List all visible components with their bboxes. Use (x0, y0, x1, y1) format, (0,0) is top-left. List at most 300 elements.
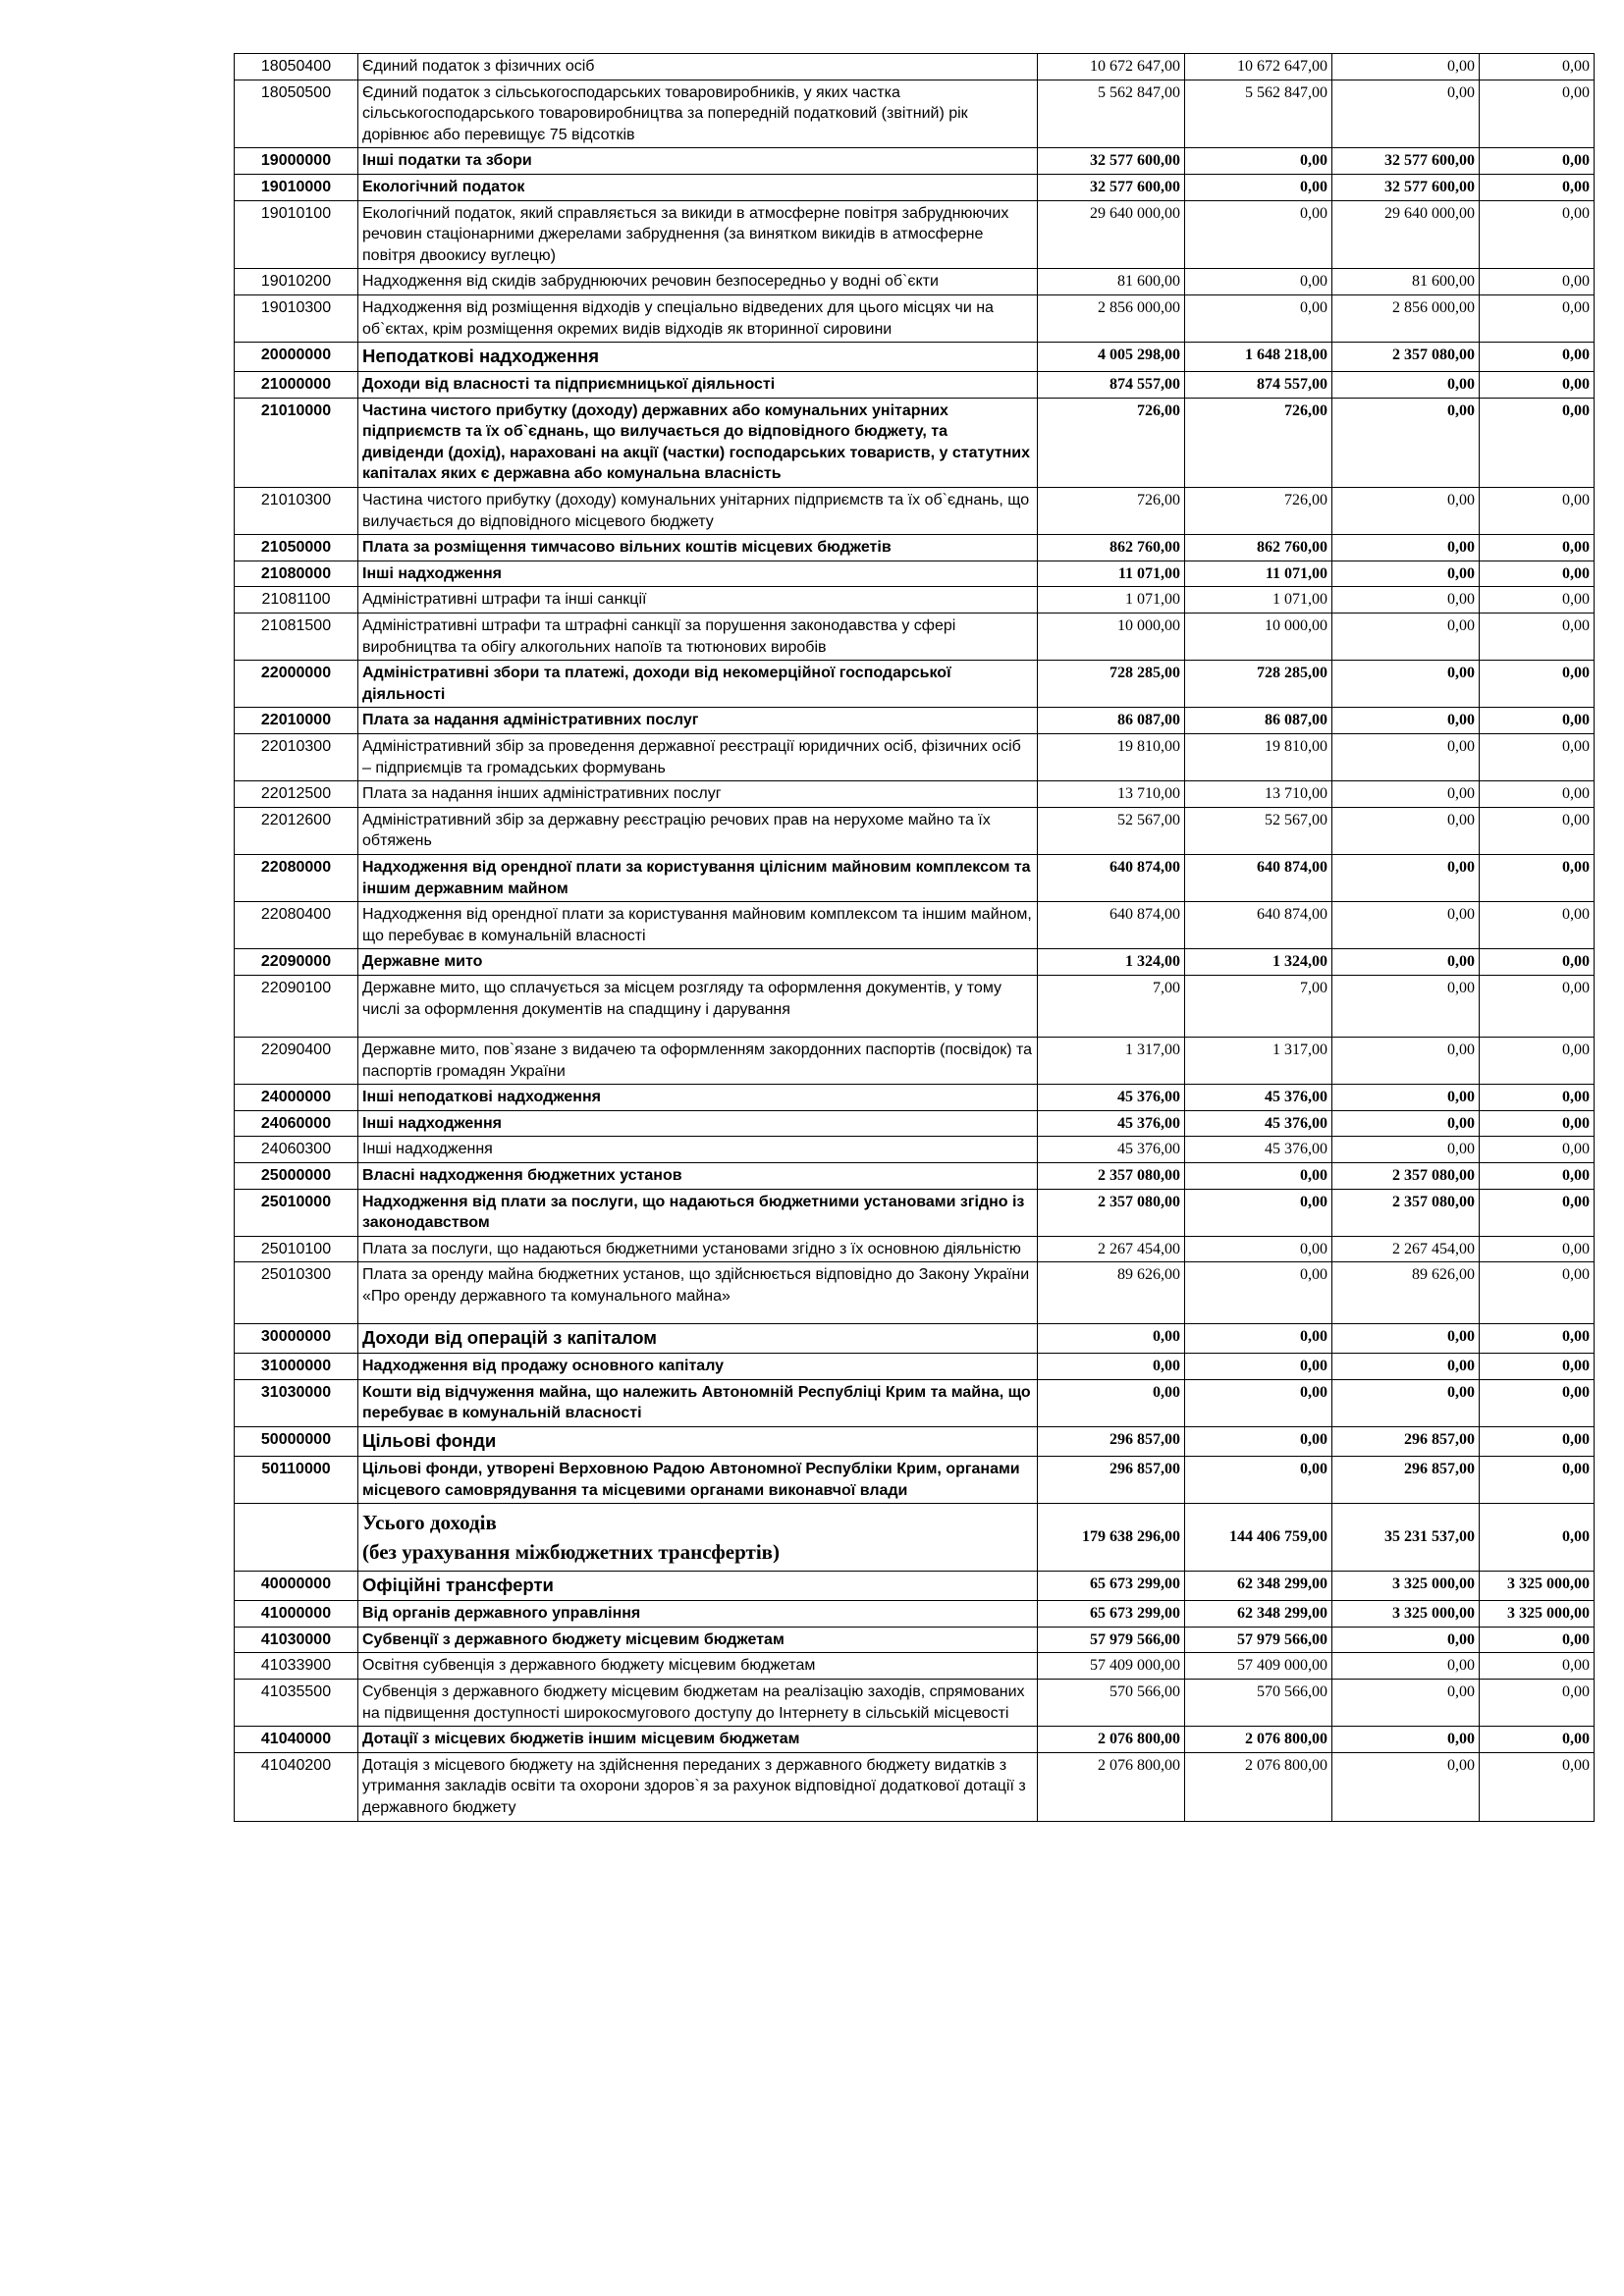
development-budget-cell: 0,00 (1480, 1504, 1595, 1572)
total-amount-cell: 728 285,00 (1038, 661, 1185, 708)
name-cell: Плата за надання адміністративних послуг (358, 708, 1038, 734)
total-amount-cell: 179 638 296,00 (1038, 1504, 1185, 1572)
special-fund-cell: 2 357 080,00 (1332, 1189, 1480, 1236)
development-budget-cell: 0,00 (1480, 1379, 1595, 1426)
name-cell: Державне мито, пов`язане з видачею та оформленням закордонних паспортів (посвідок) та паспортів громадян України (358, 1037, 1038, 1084)
special-fund-cell: 81 600,00 (1332, 269, 1480, 295)
special-fund-cell: 0,00 (1332, 807, 1480, 854)
code-cell: 31030000 (235, 1379, 358, 1426)
total-amount-cell: 5 562 847,00 (1038, 80, 1185, 148)
general-fund-cell: 0,00 (1185, 1354, 1332, 1380)
code-cell (235, 1504, 358, 1572)
general-fund-cell: 0,00 (1185, 1427, 1332, 1457)
development-budget-cell: 0,00 (1480, 807, 1595, 854)
development-budget-cell: 0,00 (1480, 587, 1595, 614)
name-cell: Надходження від орендної плати за користування цілісним майновим комплексом та іншим державним майном (358, 854, 1038, 901)
special-fund-cell: 0,00 (1332, 488, 1480, 535)
total-amount-cell: 7,00 (1038, 975, 1185, 1037)
development-budget-cell: 0,00 (1480, 561, 1595, 587)
total-amount-cell: 2 267 454,00 (1038, 1236, 1185, 1262)
table-row (235, 1504, 1595, 1572)
table-row (235, 372, 1595, 399)
total-amount-cell: 726,00 (1038, 488, 1185, 535)
table-row (235, 949, 1595, 976)
development-budget-cell: 3 325 000,00 (1480, 1572, 1595, 1601)
table-row (235, 200, 1595, 269)
general-fund-cell: 0,00 (1185, 1162, 1332, 1189)
development-budget-cell: 0,00 (1480, 902, 1595, 949)
general-fund-cell: 874 557,00 (1185, 372, 1332, 399)
table-row (235, 54, 1595, 80)
general-fund-cell: 0,00 (1185, 1189, 1332, 1236)
special-fund-cell: 0,00 (1332, 708, 1480, 734)
name-cell: Частина чистого прибутку (доходу) державних або комунальних унітарних підприємств та їх об`єднань, що вилучається до відповідного бюджету, та дивіденди (дохід), нараховані на акції (частки) господарських товариств, у статутних капіталах яких є державна або комунальна власність (358, 398, 1038, 487)
general-fund-cell: 1 324,00 (1185, 949, 1332, 976)
special-fund-cell: 0,00 (1332, 975, 1480, 1037)
code-cell: 21010300 (235, 488, 358, 535)
name-cell: Офіційні трансферти (358, 1572, 1038, 1601)
table-row (235, 535, 1595, 561)
special-fund-cell: 2 357 080,00 (1332, 1162, 1480, 1189)
development-budget-cell: 0,00 (1480, 661, 1595, 708)
special-fund-cell: 29 640 000,00 (1332, 200, 1480, 269)
development-budget-cell: 0,00 (1480, 1752, 1595, 1821)
table-row (235, 708, 1595, 734)
code-cell: 25010000 (235, 1189, 358, 1236)
name-cell: Екологічний податок (358, 174, 1038, 200)
name-cell: Кошти від відчуження майна, що належить Автономній Республіці Крим та майна, що перебуває в комунальній власності (358, 1379, 1038, 1426)
name-cell: Адміністративні штрафи та штрафні санкції за порушення законодавства у сфері виробництва та обігу алкогольних напоїв та тютюнових виробів (358, 614, 1038, 661)
code-cell: 22090100 (235, 975, 358, 1037)
total-amount-cell: 2 076 800,00 (1038, 1727, 1185, 1753)
total-amount-cell: 13 710,00 (1038, 781, 1185, 808)
code-cell: 41040000 (235, 1727, 358, 1753)
total-amount-cell: 57 409 000,00 (1038, 1653, 1185, 1680)
table-row (235, 1572, 1595, 1601)
total-amount-cell: 4 005 298,00 (1038, 343, 1185, 372)
code-cell: 21000000 (235, 372, 358, 399)
special-fund-cell: 0,00 (1332, 1354, 1480, 1380)
name-cell: Інші податки та збори (358, 148, 1038, 175)
code-cell: 22012500 (235, 781, 358, 808)
code-cell: 25010300 (235, 1262, 358, 1324)
general-fund-cell: 62 348 299,00 (1185, 1601, 1332, 1628)
name-cell: Адміністративний збір за проведення державної реєстрації юридичних осіб, фізичних осіб – підприємців та громадських формувань (358, 734, 1038, 781)
table-row (235, 1354, 1595, 1380)
name-cell: Плата за надання інших адміністративних послуг (358, 781, 1038, 808)
total-amount-cell: 2 856 000,00 (1038, 294, 1185, 342)
special-fund-cell: 0,00 (1332, 781, 1480, 808)
name-cell: Власні надходження бюджетних установ (358, 1162, 1038, 1189)
total-amount-cell: 45 376,00 (1038, 1085, 1185, 1111)
development-budget-cell: 0,00 (1480, 708, 1595, 734)
special-fund-cell: 0,00 (1332, 1137, 1480, 1163)
development-budget-cell: 0,00 (1480, 1653, 1595, 1680)
general-fund-cell: 45 376,00 (1185, 1110, 1332, 1137)
total-amount-cell: 1 071,00 (1038, 587, 1185, 614)
general-fund-cell: 0,00 (1185, 269, 1332, 295)
development-budget-cell: 0,00 (1480, 488, 1595, 535)
total-amount-cell: 0,00 (1038, 1379, 1185, 1426)
budget-revenue-table (234, 53, 1595, 1822)
special-fund-cell: 2 856 000,00 (1332, 294, 1480, 342)
table-row (235, 1752, 1595, 1821)
general-fund-cell: 45 376,00 (1185, 1085, 1332, 1111)
name-cell: Державне мито, що сплачується за місцем розгляду та оформлення документів, у тому числі за оформлення документів на спадщину і дарування (358, 975, 1038, 1037)
name-cell: Надходження від розміщення відходів у спеціально відведених для цього місцях чи на об`єктах, крім розміщення окремих видів відходів як вторинної сировини (358, 294, 1038, 342)
special-fund-cell: 0,00 (1332, 1653, 1480, 1680)
table-row (235, 1162, 1595, 1189)
name-cell: Надходження від орендної плати за користування майновим комплексом та іншим майном, що перебуває в комунальній власності (358, 902, 1038, 949)
code-cell: 19010200 (235, 269, 358, 295)
total-amount-cell: 726,00 (1038, 398, 1185, 487)
general-fund-cell: 5 562 847,00 (1185, 80, 1332, 148)
table-row (235, 1085, 1595, 1111)
code-cell: 50110000 (235, 1457, 358, 1504)
name-cell: Єдиний податок з фізичних осіб (358, 54, 1038, 80)
general-fund-cell: 0,00 (1185, 200, 1332, 269)
name-cell: Інші надходження (358, 1137, 1038, 1163)
development-budget-cell: 0,00 (1480, 854, 1595, 901)
code-cell: 50000000 (235, 1427, 358, 1457)
development-budget-cell: 0,00 (1480, 1236, 1595, 1262)
development-budget-cell: 0,00 (1480, 1354, 1595, 1380)
general-fund-cell: 2 076 800,00 (1185, 1727, 1332, 1753)
code-cell: 18050500 (235, 80, 358, 148)
general-fund-cell: 570 566,00 (1185, 1679, 1332, 1726)
development-budget-cell: 0,00 (1480, 174, 1595, 200)
table-row (235, 343, 1595, 372)
special-fund-cell: 3 325 000,00 (1332, 1601, 1480, 1628)
development-budget-cell: 0,00 (1480, 1727, 1595, 1753)
total-amount-cell: 1 324,00 (1038, 949, 1185, 976)
special-fund-cell: 3 325 000,00 (1332, 1572, 1480, 1601)
code-cell: 24000000 (235, 1085, 358, 1111)
general-fund-cell: 57 979 566,00 (1185, 1627, 1332, 1653)
special-fund-cell: 0,00 (1332, 54, 1480, 80)
special-fund-cell: 0,00 (1332, 1379, 1480, 1426)
code-cell: 22010300 (235, 734, 358, 781)
table-row (235, 807, 1595, 854)
table-row (235, 1137, 1595, 1163)
name-cell: Плата за послуги, що надаються бюджетними установами згідно з їх основною діяльністю (358, 1236, 1038, 1262)
general-fund-cell: 10 672 647,00 (1185, 54, 1332, 80)
general-fund-cell: 19 810,00 (1185, 734, 1332, 781)
table-row (235, 1457, 1595, 1504)
general-fund-cell: 0,00 (1185, 174, 1332, 200)
general-fund-cell: 144 406 759,00 (1185, 1504, 1332, 1572)
development-budget-cell: 0,00 (1480, 949, 1595, 976)
table-body (235, 54, 1595, 1822)
general-fund-cell: 728 285,00 (1185, 661, 1332, 708)
table-row (235, 854, 1595, 901)
special-fund-cell: 0,00 (1332, 1037, 1480, 1084)
general-fund-cell: 640 874,00 (1185, 854, 1332, 901)
total-amount-cell: 45 376,00 (1038, 1110, 1185, 1137)
special-fund-cell: 0,00 (1332, 854, 1480, 901)
development-budget-cell: 0,00 (1480, 54, 1595, 80)
development-budget-cell: 3 325 000,00 (1480, 1601, 1595, 1628)
total-amount-cell: 57 979 566,00 (1038, 1627, 1185, 1653)
general-fund-cell: 0,00 (1185, 1457, 1332, 1504)
special-fund-cell: 2 357 080,00 (1332, 343, 1480, 372)
code-cell: 21010000 (235, 398, 358, 487)
general-fund-cell: 726,00 (1185, 488, 1332, 535)
special-fund-cell: 32 577 600,00 (1332, 148, 1480, 175)
code-cell: 18050400 (235, 54, 358, 80)
general-fund-cell: 0,00 (1185, 1236, 1332, 1262)
special-fund-cell: 0,00 (1332, 561, 1480, 587)
general-fund-cell: 45 376,00 (1185, 1137, 1332, 1163)
name-cell: Плата за оренду майна бюджетних установ, що здійснюється відповідно до Закону України «Про оренду державного та комунального майна» (358, 1262, 1038, 1324)
code-cell: 22090000 (235, 949, 358, 976)
development-budget-cell: 0,00 (1480, 1162, 1595, 1189)
code-cell: 24060300 (235, 1137, 358, 1163)
total-amount-cell: 65 673 299,00 (1038, 1572, 1185, 1601)
development-budget-cell: 0,00 (1480, 1679, 1595, 1726)
special-fund-cell: 0,00 (1332, 398, 1480, 487)
general-fund-cell: 57 409 000,00 (1185, 1653, 1332, 1680)
name-cell: Субвенції з державного бюджету місцевим бюджетам (358, 1627, 1038, 1653)
table-row (235, 1653, 1595, 1680)
development-budget-cell: 0,00 (1480, 975, 1595, 1037)
code-cell: 41033900 (235, 1653, 358, 1680)
code-cell: 19010000 (235, 174, 358, 200)
special-fund-cell: 0,00 (1332, 1752, 1480, 1821)
total-amount-cell: 52 567,00 (1038, 807, 1185, 854)
name-cell: Адміністративні збори та платежі, доходи від некомерційної господарської діяльності (358, 661, 1038, 708)
special-fund-cell: 0,00 (1332, 614, 1480, 661)
table-row (235, 734, 1595, 781)
total-amount-cell: 10 000,00 (1038, 614, 1185, 661)
total-amount-cell: 296 857,00 (1038, 1427, 1185, 1457)
name-cell: Цільові фонди (358, 1427, 1038, 1457)
special-fund-cell: 0,00 (1332, 1110, 1480, 1137)
table-row (235, 1236, 1595, 1262)
development-budget-cell: 0,00 (1480, 200, 1595, 269)
name-cell: Освітня субвенція з державного бюджету місцевим бюджетам (358, 1653, 1038, 1680)
table-row (235, 294, 1595, 342)
total-amount-cell: 296 857,00 (1038, 1457, 1185, 1504)
special-fund-cell: 0,00 (1332, 949, 1480, 976)
table-row (235, 561, 1595, 587)
name-cell: Інші неподаткові надходження (358, 1085, 1038, 1111)
general-fund-cell: 0,00 (1185, 294, 1332, 342)
table-row (235, 1379, 1595, 1426)
code-cell: 19010100 (235, 200, 358, 269)
total-amount-cell: 874 557,00 (1038, 372, 1185, 399)
development-budget-cell: 0,00 (1480, 294, 1595, 342)
name-cell: Інші надходження (358, 1110, 1038, 1137)
total-amount-cell: 89 626,00 (1038, 1262, 1185, 1324)
table-row (235, 902, 1595, 949)
general-fund-cell: 0,00 (1185, 1379, 1332, 1426)
special-fund-cell: 35 231 537,00 (1332, 1504, 1480, 1572)
table-row (235, 398, 1595, 487)
special-fund-cell: 0,00 (1332, 1324, 1480, 1354)
name-cell: Доходи від операцій з капіталом (358, 1324, 1038, 1354)
development-budget-cell: 0,00 (1480, 372, 1595, 399)
special-fund-cell: 0,00 (1332, 535, 1480, 561)
table-row (235, 1727, 1595, 1753)
development-budget-cell: 0,00 (1480, 148, 1595, 175)
development-budget-cell: 0,00 (1480, 343, 1595, 372)
table-row (235, 269, 1595, 295)
code-cell: 22000000 (235, 661, 358, 708)
development-budget-cell: 0,00 (1480, 1262, 1595, 1324)
table-row (235, 1110, 1595, 1137)
special-fund-cell: 0,00 (1332, 587, 1480, 614)
special-fund-cell: 0,00 (1332, 661, 1480, 708)
name-cell: Адміністративні штрафи та інші санкції (358, 587, 1038, 614)
development-budget-cell: 0,00 (1480, 1037, 1595, 1084)
name-cell: Надходження від продажу основного капіталу (358, 1354, 1038, 1380)
general-fund-cell: 1 317,00 (1185, 1037, 1332, 1084)
general-fund-cell: 11 071,00 (1185, 561, 1332, 587)
development-budget-cell: 0,00 (1480, 1110, 1595, 1137)
code-cell: 22080000 (235, 854, 358, 901)
code-cell: 22080400 (235, 902, 358, 949)
name-cell: Субвенція з державного бюджету місцевим бюджетам на реалізацію заходів, спрямованих на підвищення доступності широкосмугового доступу до Інтернету в сільській місцевості (358, 1679, 1038, 1726)
name-cell: Державне мито (358, 949, 1038, 976)
code-cell: 19010300 (235, 294, 358, 342)
table-row (235, 1189, 1595, 1236)
table-row (235, 80, 1595, 148)
general-fund-cell: 52 567,00 (1185, 807, 1332, 854)
code-cell: 21080000 (235, 561, 358, 587)
development-budget-cell: 0,00 (1480, 80, 1595, 148)
table-row (235, 975, 1595, 1037)
total-amount-cell: 19 810,00 (1038, 734, 1185, 781)
total-amount-cell: 65 673 299,00 (1038, 1601, 1185, 1628)
name-cell: Цільові фонди, утворені Верховною Радою Автономної Республіки Крим, органами місцевого самоврядування та місцевими органами виконавчої влади (358, 1457, 1038, 1504)
name-cell: Надходження від скидів забруднюючих речовин безпосередньо у водні об`єкти (358, 269, 1038, 295)
special-fund-cell: 296 857,00 (1332, 1427, 1480, 1457)
table-row (235, 1679, 1595, 1726)
table-row (235, 1601, 1595, 1628)
code-cell: 21081100 (235, 587, 358, 614)
table-row (235, 1627, 1595, 1653)
code-cell: 41040200 (235, 1752, 358, 1821)
code-cell: 21050000 (235, 535, 358, 561)
table-row (235, 614, 1595, 661)
general-fund-cell: 7,00 (1185, 975, 1332, 1037)
code-cell: 20000000 (235, 343, 358, 372)
name-cell: Від органів державного управління (358, 1601, 1038, 1628)
development-budget-cell: 0,00 (1480, 1427, 1595, 1457)
code-cell: 25000000 (235, 1162, 358, 1189)
code-cell: 22010000 (235, 708, 358, 734)
general-fund-cell: 86 087,00 (1185, 708, 1332, 734)
total-amount-cell: 45 376,00 (1038, 1137, 1185, 1163)
table-row (235, 661, 1595, 708)
name-cell: Інші надходження (358, 561, 1038, 587)
special-fund-cell: 0,00 (1332, 1679, 1480, 1726)
development-budget-cell: 0,00 (1480, 269, 1595, 295)
development-budget-cell: 0,00 (1480, 1085, 1595, 1111)
special-fund-cell: 0,00 (1332, 1727, 1480, 1753)
special-fund-cell: 0,00 (1332, 902, 1480, 949)
code-cell: 41000000 (235, 1601, 358, 1628)
total-amount-cell: 0,00 (1038, 1324, 1185, 1354)
name-cell: Екологічний податок, який справляється за викиди в атмосферне повітря забруднюючих речовин стаціонарними джерелами забруднення (за винятком викидів в атмосферне повітря двоокису вуглецю) (358, 200, 1038, 269)
general-fund-cell: 10 000,00 (1185, 614, 1332, 661)
total-amount-cell: 2 076 800,00 (1038, 1752, 1185, 1821)
special-fund-cell: 0,00 (1332, 1085, 1480, 1111)
general-fund-cell: 0,00 (1185, 1324, 1332, 1354)
development-budget-cell: 0,00 (1480, 1189, 1595, 1236)
special-fund-cell: 0,00 (1332, 734, 1480, 781)
name-cell: Адміністративний збір за державну реєстрацію речових прав на нерухоме майно та їх обтяжень (358, 807, 1038, 854)
special-fund-cell: 296 857,00 (1332, 1457, 1480, 1504)
general-fund-cell: 0,00 (1185, 148, 1332, 175)
general-fund-cell: 1 648 218,00 (1185, 343, 1332, 372)
name-cell: Єдиний податок з сільськогосподарських товаровиробників, у яких частка сільськогосподарського товаровиробництва за попередній податковий (звітний) рік дорівнює або перевищує 75 відсотків (358, 80, 1038, 148)
general-fund-cell: 2 076 800,00 (1185, 1752, 1332, 1821)
total-amount-cell: 29 640 000,00 (1038, 200, 1185, 269)
total-amount-cell: 640 874,00 (1038, 854, 1185, 901)
code-cell: 31000000 (235, 1354, 358, 1380)
total-amount-cell: 2 357 080,00 (1038, 1189, 1185, 1236)
code-cell: 40000000 (235, 1572, 358, 1601)
code-cell: 21081500 (235, 614, 358, 661)
total-amount-cell: 0,00 (1038, 1354, 1185, 1380)
development-budget-cell: 0,00 (1480, 1457, 1595, 1504)
development-budget-cell: 0,00 (1480, 1627, 1595, 1653)
table-row (235, 488, 1595, 535)
total-amount-cell: 10 672 647,00 (1038, 54, 1185, 80)
table-row (235, 587, 1595, 614)
special-fund-cell: 2 267 454,00 (1332, 1236, 1480, 1262)
general-fund-cell: 0,00 (1185, 1262, 1332, 1324)
name-cell: Частина чистого прибутку (доходу) комунальних унітарних підприємств та їх об`єднань, що вилучається до відповідного місцевого бюджету (358, 488, 1038, 535)
development-budget-cell: 0,00 (1480, 1137, 1595, 1163)
table-row (235, 1427, 1595, 1457)
code-cell: 41035500 (235, 1679, 358, 1726)
general-fund-cell: 640 874,00 (1185, 902, 1332, 949)
general-fund-cell: 62 348 299,00 (1185, 1572, 1332, 1601)
code-cell: 19000000 (235, 148, 358, 175)
special-fund-cell: 0,00 (1332, 80, 1480, 148)
name-cell: Надходження від плати за послуги, що надаються бюджетними установами згідно із законодавством (358, 1189, 1038, 1236)
code-cell: 24060000 (235, 1110, 358, 1137)
special-fund-cell: 0,00 (1332, 372, 1480, 399)
name-cell: Неподаткові надходження (358, 343, 1038, 372)
general-fund-cell: 13 710,00 (1185, 781, 1332, 808)
table-row (235, 1324, 1595, 1354)
table-row (235, 781, 1595, 808)
total-amount-cell: 2 357 080,00 (1038, 1162, 1185, 1189)
special-fund-cell: 32 577 600,00 (1332, 174, 1480, 200)
name-cell: Усього доходів (без урахування міжбюджетних трансфертів) (358, 1504, 1038, 1572)
total-amount-cell: 570 566,00 (1038, 1679, 1185, 1726)
special-fund-cell: 89 626,00 (1332, 1262, 1480, 1324)
general-fund-cell: 862 760,00 (1185, 535, 1332, 561)
development-budget-cell: 0,00 (1480, 734, 1595, 781)
table-row (235, 148, 1595, 175)
name-cell: Плата за розміщення тимчасово вільних коштів місцевих бюджетів (358, 535, 1038, 561)
general-fund-cell: 726,00 (1185, 398, 1332, 487)
code-cell: 25010100 (235, 1236, 358, 1262)
development-budget-cell: 0,00 (1480, 1324, 1595, 1354)
development-budget-cell: 0,00 (1480, 398, 1595, 487)
total-amount-cell: 1 317,00 (1038, 1037, 1185, 1084)
name-cell: Дотації з місцевих бюджетів іншим місцевим бюджетам (358, 1727, 1038, 1753)
table-row (235, 174, 1595, 200)
code-cell: 22012600 (235, 807, 358, 854)
table-row (235, 1262, 1595, 1324)
general-fund-cell: 1 071,00 (1185, 587, 1332, 614)
